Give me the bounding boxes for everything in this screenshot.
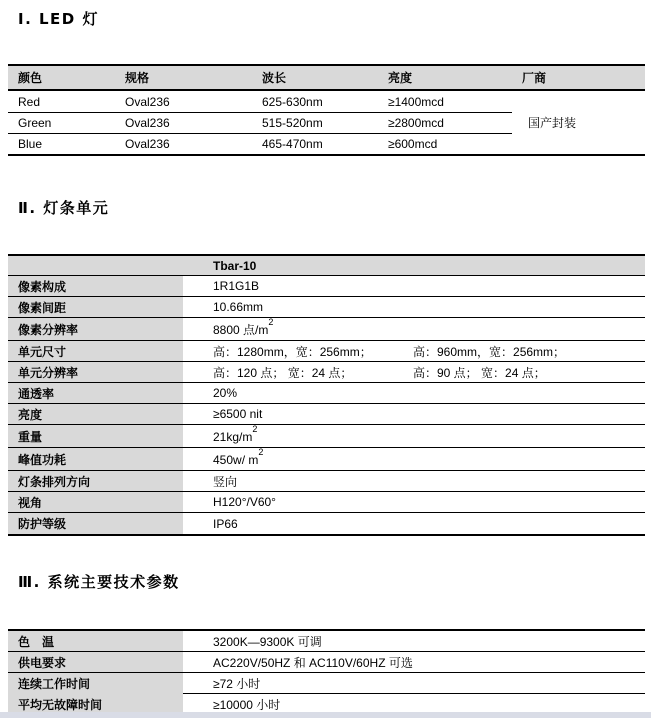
row-label: 峰值功耗 bbox=[8, 448, 183, 470]
cell-brightness: ≥2800mcd bbox=[388, 116, 444, 130]
row-label: 单元分辨率 bbox=[8, 362, 183, 382]
cell-vendor-merged: 国产封装 bbox=[528, 116, 577, 130]
value-text: $21kg/m^2$ bbox=[213, 423, 258, 444]
row-value bbox=[183, 341, 645, 361]
value-text: 450w/ $m^2$ bbox=[213, 446, 264, 467]
cell-wavelength: 625-630nm bbox=[262, 94, 323, 109]
cell-spec: Oval236 bbox=[125, 116, 170, 130]
section-heading-system-parameters: Ⅲ. 系统主要技术参数 bbox=[18, 573, 180, 591]
section-heading-led: Ⅰ. LED 灯 bbox=[18, 10, 99, 28]
row-value: AC220V/50HZ 和 AC110V/60HZ 可选 bbox=[213, 655, 413, 670]
table-row bbox=[8, 652, 645, 673]
table-row bbox=[8, 471, 645, 492]
row-value bbox=[183, 383, 645, 403]
cell-spec: Oval236 bbox=[125, 94, 170, 109]
value-text: 10.66mm bbox=[213, 300, 264, 314]
cell-wavelength: 515-520nm bbox=[262, 116, 323, 130]
row-label: 防护等级 bbox=[8, 513, 183, 534]
value-text: 竖向 bbox=[213, 474, 238, 489]
value-text: 8800 点$/m^2$ bbox=[213, 316, 274, 337]
row-label: 像素间距 bbox=[8, 297, 183, 317]
cell-spec: Oval236 bbox=[125, 137, 170, 151]
page-bottom-edge-strip bbox=[0, 712, 651, 718]
row-label: 像素分辨率 bbox=[8, 318, 183, 340]
led-table-header-row bbox=[8, 66, 645, 91]
value-text: H120°/V60° bbox=[213, 495, 276, 509]
superscript: 2 bbox=[258, 446, 264, 457]
row-value: ≥72 小时 bbox=[183, 673, 645, 694]
table-row bbox=[8, 404, 645, 425]
table-row bbox=[8, 492, 645, 513]
section-heading-lightbar-unit: Ⅱ. 灯条单元 bbox=[18, 199, 110, 217]
row-value bbox=[183, 492, 645, 512]
led-header-color: 颜色 bbox=[18, 71, 43, 85]
table-row bbox=[8, 341, 645, 362]
table-row bbox=[8, 297, 645, 318]
value-part-b: 高：960mm，宽：256mm； bbox=[413, 344, 566, 359]
value-part-a: 高：1280mm，宽：256mm； bbox=[213, 344, 372, 359]
table-row bbox=[8, 425, 645, 448]
row-value bbox=[183, 425, 645, 447]
cell-wavelength: 465-470nm bbox=[262, 137, 323, 151]
unit-spec-table bbox=[8, 254, 645, 536]
row-value bbox=[183, 362, 645, 382]
row-label: 亮度 bbox=[8, 404, 183, 424]
led-table-body bbox=[8, 91, 645, 154]
table-row bbox=[8, 448, 645, 471]
table-row bbox=[8, 513, 645, 534]
row-value bbox=[183, 448, 645, 470]
value-text: 1R1G1B bbox=[213, 279, 260, 293]
superscript: 2 bbox=[252, 423, 258, 434]
row-value bbox=[183, 318, 645, 340]
cell-color: Red bbox=[18, 94, 41, 109]
row-value: ≥10000 小时 bbox=[213, 698, 281, 712]
cell-brightness: ≥1400mcd bbox=[388, 94, 444, 109]
cell-brightness: ≥600mcd bbox=[388, 137, 438, 151]
system-spec-table bbox=[8, 629, 645, 715]
unit-model-name: Tbar-10 bbox=[213, 258, 257, 273]
row-label: 单元尺寸 bbox=[8, 341, 183, 361]
led-header-brightness: 亮度 bbox=[388, 71, 413, 85]
led-table-rows bbox=[8, 91, 512, 154]
led-header-wavelength: 波长 bbox=[262, 71, 287, 85]
row-label: 平均无故障时间 bbox=[8, 694, 183, 715]
table-row bbox=[8, 91, 512, 112]
table-row bbox=[8, 631, 645, 652]
row-value bbox=[183, 513, 645, 534]
row-label: 供电要求 bbox=[8, 652, 183, 672]
value-text: IP66 bbox=[213, 516, 238, 531]
unit-table-model-row bbox=[8, 256, 645, 276]
value-part-b: 高：90 点； 宽：24 点； bbox=[413, 365, 546, 380]
row-label: 视角 bbox=[8, 492, 183, 512]
cell-color: Blue bbox=[18, 137, 43, 151]
row-label: 通透率 bbox=[8, 383, 183, 403]
led-header-spec: 规格 bbox=[125, 71, 150, 85]
table-row bbox=[8, 318, 645, 341]
row-label: 像素构成 bbox=[8, 276, 183, 296]
row-label: 重量 bbox=[8, 425, 183, 447]
row-label: 连续工作时间 bbox=[8, 673, 183, 694]
led-header-vendor: 厂商 bbox=[522, 71, 547, 85]
table-row bbox=[8, 362, 645, 383]
row-label: 色 温 bbox=[8, 631, 183, 651]
row-label: 灯条排列方向 bbox=[8, 471, 183, 491]
row-value bbox=[183, 404, 645, 424]
table-row bbox=[8, 673, 645, 694]
superscript: 2 bbox=[268, 316, 274, 327]
value-text: ≥6500 nit bbox=[213, 407, 263, 421]
led-spec-table bbox=[8, 64, 645, 156]
table-row bbox=[8, 133, 512, 154]
value-text: 20% bbox=[213, 386, 238, 400]
row-value: 3200K—9300K 可调 bbox=[213, 634, 322, 649]
value-part-a: 高：120 点； 宽：24 点； bbox=[213, 365, 353, 380]
table-row bbox=[8, 112, 512, 133]
cell-color: Green bbox=[18, 116, 52, 130]
table-row bbox=[8, 383, 645, 404]
table-row bbox=[8, 276, 645, 297]
row-value bbox=[183, 276, 645, 296]
row-value bbox=[183, 297, 645, 317]
row-value bbox=[183, 471, 645, 491]
